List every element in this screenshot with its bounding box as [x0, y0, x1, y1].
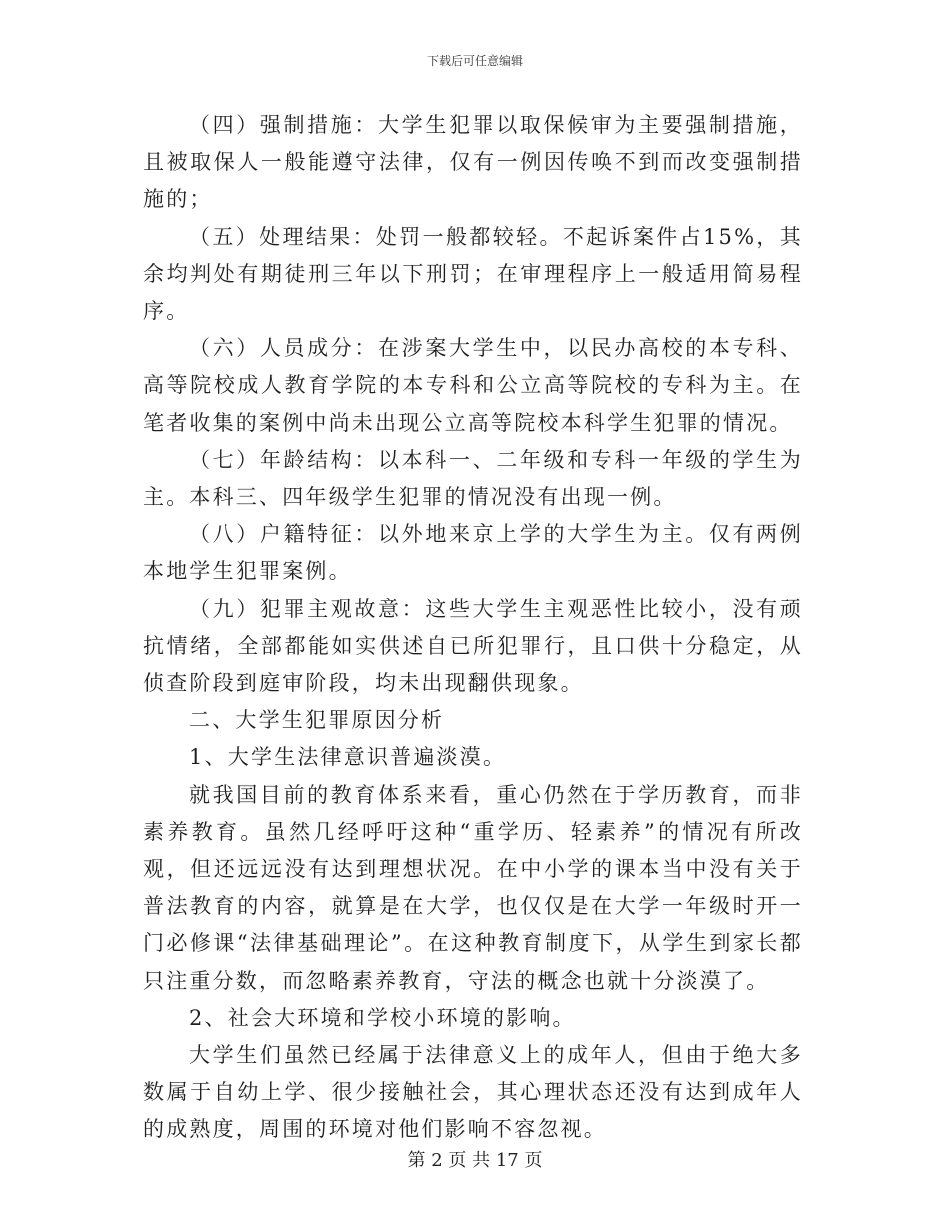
subheading-legal-awareness: 1、大学生法律意识普遍淡漠。 — [189, 745, 507, 770]
paragraph-personnel-composition: （六）人员成分：在涉案大学生中，以民办高校的本专科、高等院校成人教育学院的本专科和公立高等院校的专科为主。在笔者收集的案例中尚未出现公立高等院校本科学生犯罪的情况。 — [143, 336, 803, 435]
section-heading-cause-analysis: 二、大学生犯罪原因分析 — [189, 708, 445, 733]
paragraph-household-registration: （八）户籍特征：以外地来京上学的大学生为主。仅有两例本地学生犯罪案例。 — [143, 522, 803, 584]
page-footer: 第 2 页 共 17 页 — [407, 1150, 543, 1171]
paragraph-coercive-measures: （四）强制措施：大学生犯罪以取保候审为主要强制措施，且被取保人一般能遵守法律，仅有一例因传唤不到而改变强制措施的； — [143, 113, 803, 212]
paragraph-subjective-intent: （九）犯罪主观故意：这些大学生主观恶性比较小，没有顽抗情绪，全部都能如实供述自已所犯罪行，且口供十分稳定，从侦查阶段到庭审阶段，均未出现翻供现象。 — [143, 596, 803, 696]
document-body — [143, 107, 803, 1149]
paragraph-environment-effect: 大学生们虽然已经属于法律意义上的成年人，但由于绝大多数属于自幼上学、很少接触社会，其心理状态还没有达到成年人的成熟度，周围的环境对他们影响不容忽视。 — [143, 1043, 803, 1142]
subheading-environment-influence: 2、社会大环境和学校小环境的影响。 — [189, 1005, 576, 1030]
paragraph-age-structure: （七）年龄结构：以本科一、二年级和专科一年级的学生为主。本科三、四年级学生犯罪的情况没有出现一例。 — [143, 447, 803, 510]
paragraph-education-system: 就我国目前的教育体系来看，重心仍然在于学历教育，而非素养教育。虽然几经呼吁这种“重学历、轻素养”的情况有所改观，但还远远没有达到理想状况。在中小学的课本当中没有关于普法教育的内容，就算是在大学，也仅仅是在大学一年级时开一门必修课“法律基础理论”。在这种教育制度下，从学生到家长都只注重分数，而忽略素养教育，守法的概念也就十分淡漠了。 — [143, 782, 803, 993]
paragraph-handling-results: （五）处理结果：处罚一般都较轻。不起诉案件占15%，其余均判处有期徒刑三年以下刑罚；在审理程序上一般适用简易程序。 — [143, 224, 803, 324]
page-header: 下载后可任意编辑 — [426, 54, 523, 68]
